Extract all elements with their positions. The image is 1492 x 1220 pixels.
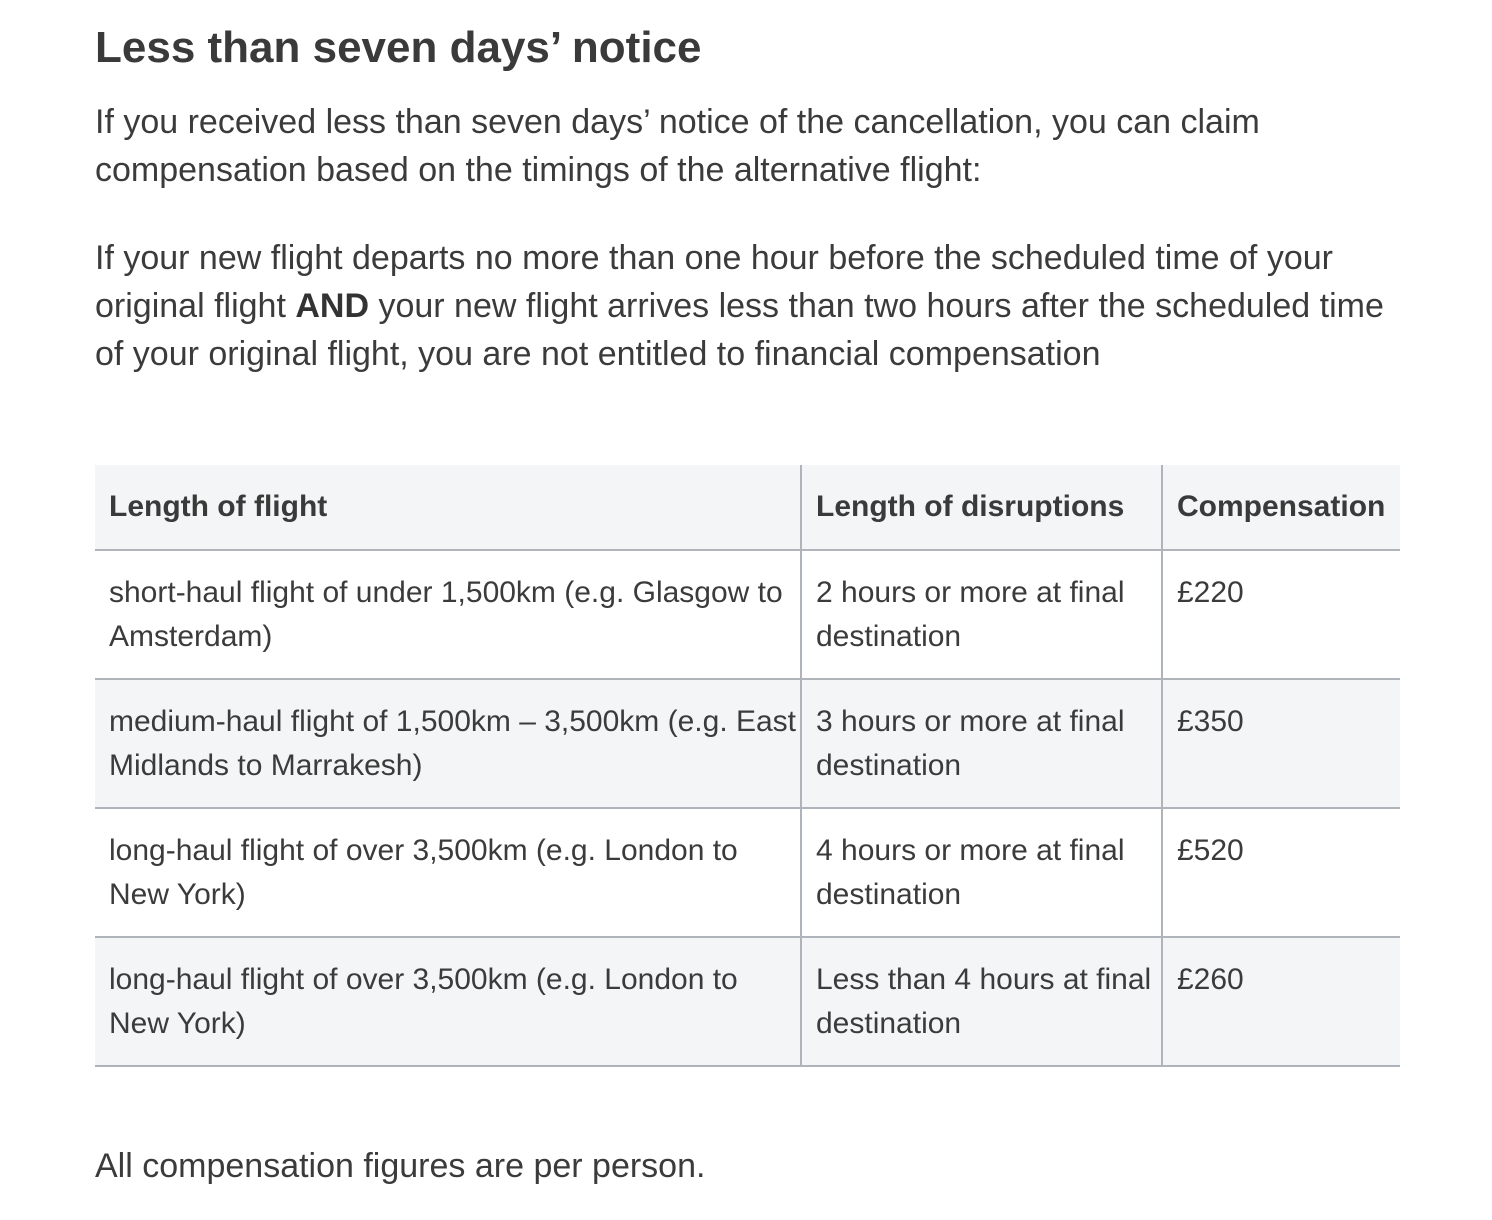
footnote: All compensation figures are per person.	[95, 1147, 706, 1185]
compensation-cell: £260	[1162, 937, 1400, 1066]
compensation-cell: £220	[1162, 550, 1400, 679]
table-header-row	[95, 465, 1400, 550]
flight-length-cell: medium-haul flight of 1,500km – 3,500km (e.g. East Midlands to Marrakesh)	[109, 705, 797, 782]
flight-length-cell: short-haul flight of under 1,500km (e.g. Glasgow to Amsterdam)	[109, 576, 783, 653]
disruption-cell: Less than 4 hours at final destination	[801, 937, 1162, 1066]
header-length-of-flight: Length of flight	[109, 490, 328, 523]
table-row	[95, 937, 1400, 1066]
flight-length-cell: long-haul flight of over 3,500km (e.g. London to New York)	[109, 963, 738, 1040]
table-row	[95, 808, 1400, 937]
flight-length-cell: long-haul flight of over 3,500km (e.g. London to New York)	[109, 834, 738, 911]
condition-text-part1: If your new flight departs no more than one hour before the scheduled time of your original flight	[95, 239, 1333, 325]
section-heading: Less than seven days’ notice	[95, 23, 702, 72]
intro-paragraph: If you received less than seven days’ notice of the cancellation, you can claim compensation based on the timings of the alternative flight:	[95, 103, 1260, 189]
compensation-cell: £350	[1162, 679, 1400, 808]
condition-text-part2: your new flight arrives less than two hours after the scheduled time of your original flight, you are not entitled to financial compensation	[95, 287, 1384, 373]
disruption-cell: 4 hours or more at final destination	[801, 808, 1162, 937]
table-row	[95, 550, 1400, 679]
condition-paragraph	[95, 234, 1385, 378]
condition-emphasis: AND	[295, 287, 370, 325]
disruption-cell: 3 hours or more at final destination	[801, 679, 1162, 808]
header-compensation: Compensation	[1162, 465, 1400, 550]
compensation-cell: £520	[1162, 808, 1400, 937]
header-length-of-disruptions: Length of disruptions	[801, 465, 1162, 550]
table-row	[95, 679, 1400, 808]
disruption-cell: 2 hours or more at final destination	[801, 550, 1162, 679]
compensation-table	[95, 465, 1400, 1067]
